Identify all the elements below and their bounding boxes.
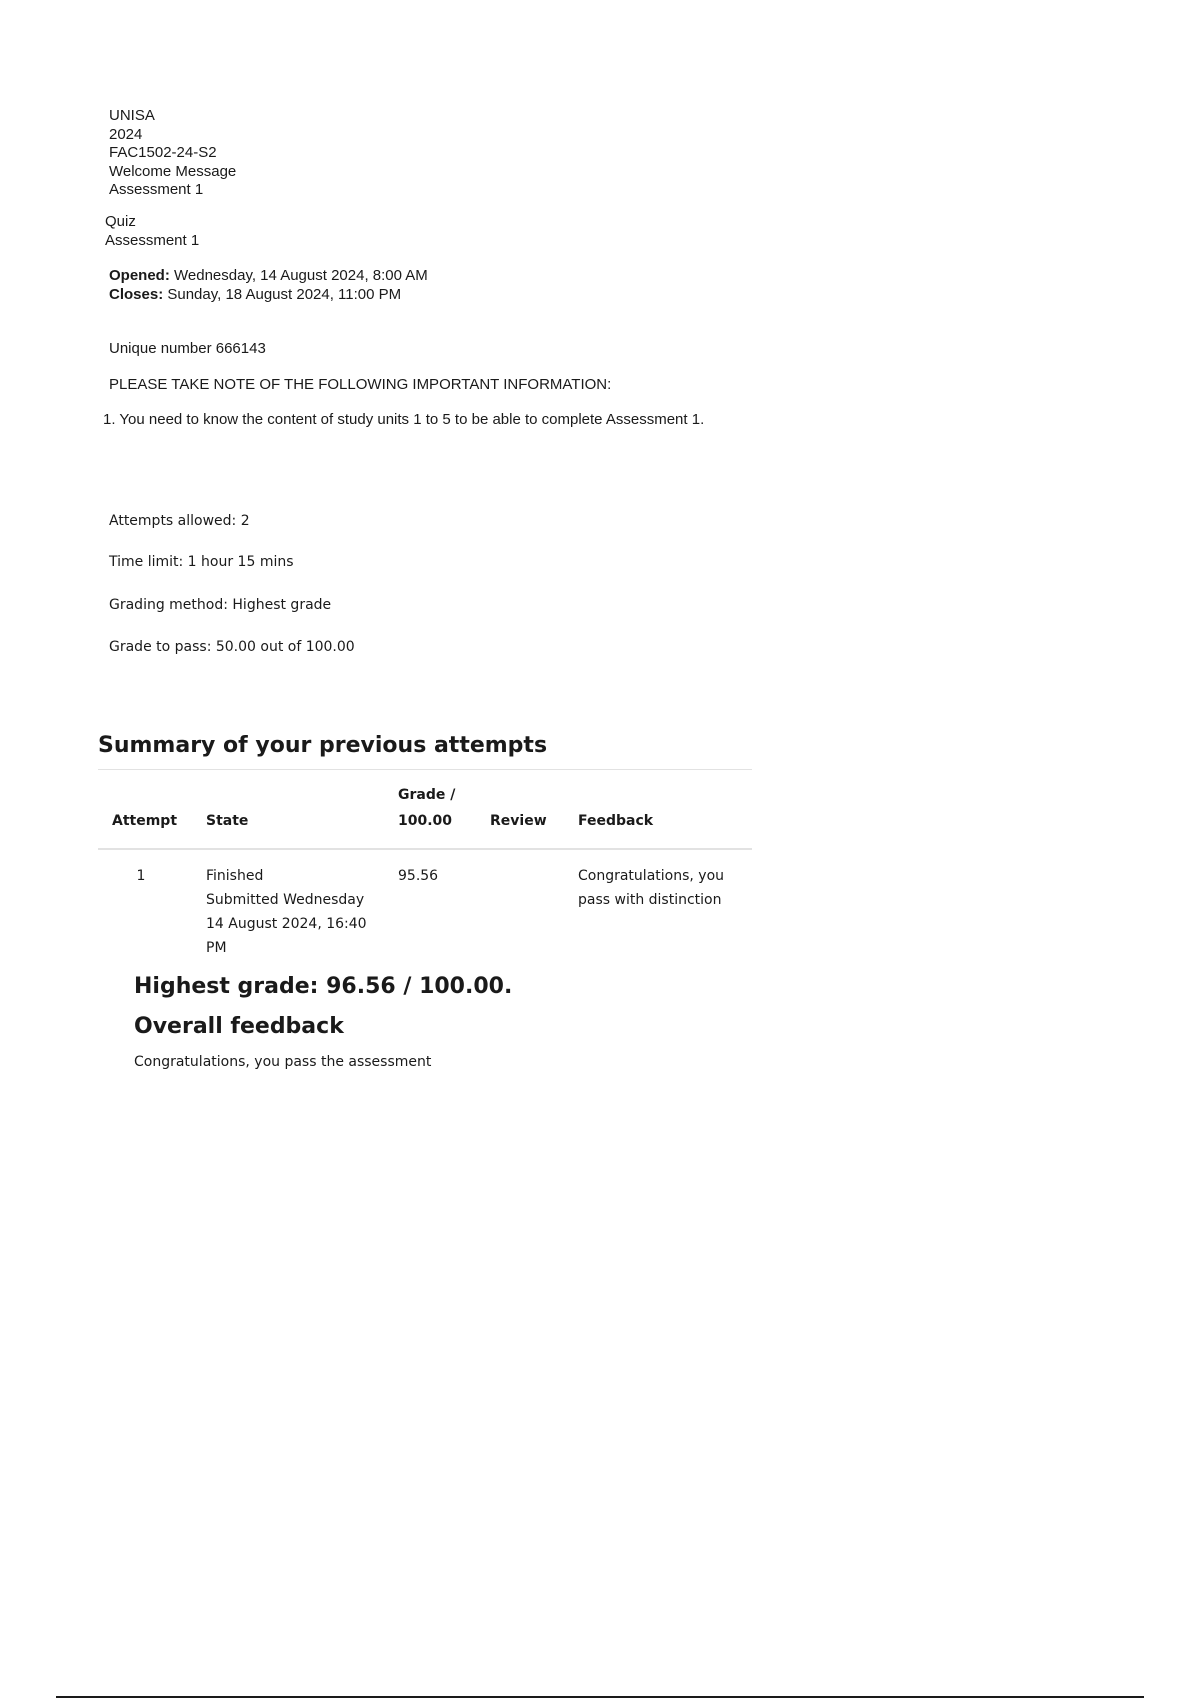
- state-time-suffix: PM: [206, 940, 227, 956]
- attempt-grade: 95.56: [398, 868, 439, 884]
- header-attempt: Attempt: [98, 782, 192, 849]
- overall-feedback-text: Congratulations, you pass the assessment: [134, 1054, 432, 1070]
- notice-item-1: 1. You need to know the content of study units 1 to 5 to be able to complete Assessment 1.: [103, 411, 705, 428]
- activity-header: [105, 212, 199, 250]
- attempt-state: [192, 849, 384, 964]
- unique-number: Unique number 666143: [109, 340, 266, 357]
- attempt-review: [476, 849, 564, 964]
- page-footer-divider: [56, 1696, 1144, 1698]
- breadcrumb-item-year[interactable]: 2024: [109, 125, 143, 143]
- attempts-allowed: Attempts allowed: 2: [109, 513, 250, 529]
- closes-date: [109, 285, 428, 304]
- summary-divider: [98, 769, 752, 770]
- opened-value: Wednesday, 14 August 2024, 8:00 AM: [174, 267, 428, 284]
- breadcrumb-item-activity[interactable]: Assessment 1: [109, 181, 204, 198]
- table-row: [98, 849, 752, 964]
- feedback-line1: Congratulations, you: [578, 868, 725, 884]
- header-grade: [384, 782, 476, 849]
- grade-to-pass: Grade to pass: 50.00 out of 100.00: [109, 639, 355, 655]
- attempts-table: [98, 782, 752, 964]
- state-submitted: Submitted Wednesday: [206, 892, 365, 908]
- opened-label: Opened:: [109, 267, 170, 284]
- header-feedback: Feedback: [564, 782, 752, 849]
- important-notice: PLEASE TAKE NOTE OF THE FOLLOWING IMPORTANT INFORMATION:: [109, 376, 612, 393]
- attempt-feedback: [564, 849, 752, 964]
- header-review: Review: [476, 782, 564, 849]
- grading-method: Grading method: Highest grade: [109, 597, 332, 613]
- activity-type: Quiz: [105, 213, 136, 230]
- opened-date: [109, 266, 428, 285]
- closes-value: Sunday, 18 August 2024, 11:00 PM: [167, 286, 402, 303]
- header-grade-line1: Grade /: [398, 787, 456, 803]
- activity-dates: [109, 266, 428, 304]
- header-state: State: [192, 782, 384, 849]
- breadcrumb-item-course[interactable]: FAC1502-24-S2: [109, 144, 217, 161]
- summary-title: Summary of your previous attempts: [98, 733, 548, 758]
- breadcrumb-item-site[interactable]: UNISA: [109, 107, 155, 124]
- overall-feedback-title: Overall feedback: [134, 1014, 344, 1039]
- highest-grade: Highest grade: 96.56 / 100.00.: [134, 974, 513, 999]
- closes-label: Closes:: [109, 286, 164, 303]
- header-grade-line2: 100.00: [398, 813, 453, 829]
- feedback-line2: pass with distinction: [578, 892, 722, 908]
- page-title: Assessment 1: [105, 232, 200, 249]
- time-limit: Time limit: 1 hour 15 mins: [109, 554, 294, 570]
- table-header-row: [98, 782, 752, 849]
- breadcrumb: [109, 107, 236, 200]
- breadcrumb-item-section[interactable]: Welcome Message: [109, 162, 237, 180]
- state-status: Finished: [206, 868, 264, 884]
- attempt-number: 1: [136, 868, 146, 884]
- state-date: 14 August 2024, 16:40: [206, 916, 367, 932]
